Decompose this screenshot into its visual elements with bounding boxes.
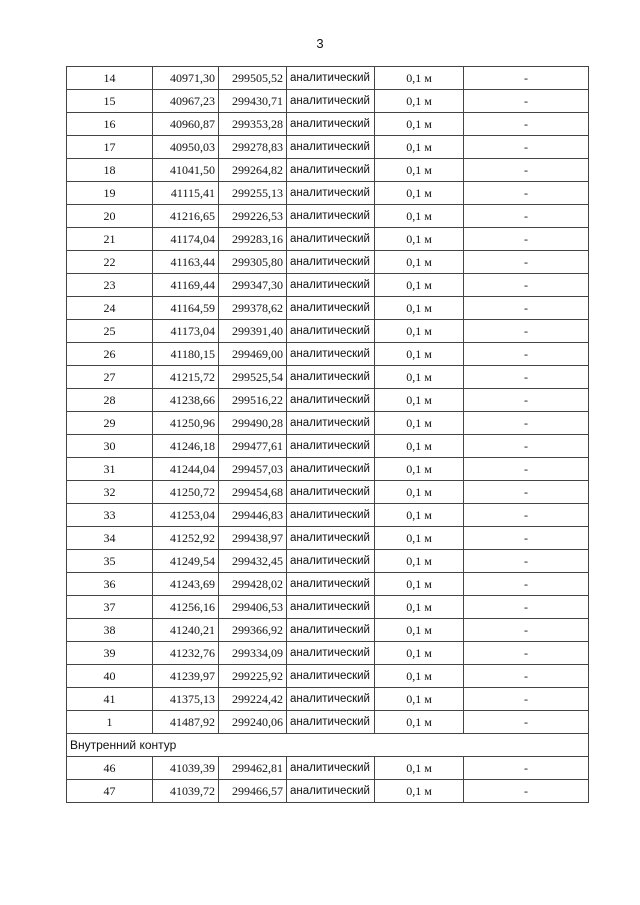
extra-value: - <box>464 550 589 573</box>
accuracy-value: 0,1 м <box>375 504 464 527</box>
coordinate-y: 299516,22 <box>219 389 287 412</box>
coordinate-x: 41163,44 <box>153 251 219 274</box>
coordinate-y: 299278,83 <box>219 136 287 159</box>
extra-value: - <box>464 504 589 527</box>
determination-method: аналитический <box>287 596 375 619</box>
accuracy-value: 0,1 м <box>375 780 464 803</box>
coordinate-x: 41180,15 <box>153 343 219 366</box>
accuracy-value: 0,1 м <box>375 228 464 251</box>
point-number: 39 <box>67 642 153 665</box>
table-row <box>67 320 589 343</box>
table-row <box>67 67 589 90</box>
point-number: 27 <box>67 366 153 389</box>
determination-method: аналитический <box>287 297 375 320</box>
coordinate-y: 299226,53 <box>219 205 287 228</box>
point-number: 14 <box>67 67 153 90</box>
point-number: 34 <box>67 527 153 550</box>
coordinate-x: 41250,96 <box>153 412 219 435</box>
table-row <box>67 550 589 573</box>
table-row <box>67 688 589 711</box>
extra-value: - <box>464 136 589 159</box>
coordinate-x: 40950,03 <box>153 136 219 159</box>
coordinate-x: 41232,76 <box>153 642 219 665</box>
point-number: 47 <box>67 780 153 803</box>
determination-method: аналитический <box>287 412 375 435</box>
point-number: 21 <box>67 228 153 251</box>
table-row <box>67 435 589 458</box>
table-row <box>67 136 589 159</box>
extra-value: - <box>464 274 589 297</box>
accuracy-value: 0,1 м <box>375 159 464 182</box>
accuracy-value: 0,1 м <box>375 757 464 780</box>
determination-method: аналитический <box>287 757 375 780</box>
coordinate-y: 299466,57 <box>219 780 287 803</box>
table-row <box>67 780 589 803</box>
point-number: 23 <box>67 274 153 297</box>
coordinate-y: 299347,30 <box>219 274 287 297</box>
table-row <box>67 343 589 366</box>
accuracy-value: 0,1 м <box>375 642 464 665</box>
accuracy-value: 0,1 м <box>375 251 464 274</box>
coordinate-x: 41240,21 <box>153 619 219 642</box>
extra-value: - <box>464 228 589 251</box>
coordinate-x: 41375,13 <box>153 688 219 711</box>
accuracy-value: 0,1 м <box>375 665 464 688</box>
coordinate-x: 41243,69 <box>153 573 219 596</box>
table-row <box>67 527 589 550</box>
determination-method: аналитический <box>287 688 375 711</box>
coordinate-x: 41115,41 <box>153 182 219 205</box>
table-row <box>67 757 589 780</box>
accuracy-value: 0,1 м <box>375 136 464 159</box>
extra-value: - <box>464 642 589 665</box>
table-row <box>67 642 589 665</box>
extra-value: - <box>464 343 589 366</box>
coordinate-x: 41249,54 <box>153 550 219 573</box>
point-number: 18 <box>67 159 153 182</box>
accuracy-value: 0,1 м <box>375 573 464 596</box>
coordinate-x: 40971,30 <box>153 67 219 90</box>
accuracy-value: 0,1 м <box>375 67 464 90</box>
coordinate-x: 41244,04 <box>153 458 219 481</box>
table-row <box>67 573 589 596</box>
coordinate-y: 299240,06 <box>219 711 287 734</box>
table-row <box>67 412 589 435</box>
accuracy-value: 0,1 м <box>375 182 464 205</box>
coordinate-x: 41487,92 <box>153 711 219 734</box>
extra-value: - <box>464 320 589 343</box>
point-number: 15 <box>67 90 153 113</box>
extra-value: - <box>464 389 589 412</box>
coordinate-x: 41169,44 <box>153 274 219 297</box>
coordinate-y: 299432,45 <box>219 550 287 573</box>
table-row <box>67 182 589 205</box>
coordinate-y: 299428,02 <box>219 573 287 596</box>
coordinate-x: 41173,04 <box>153 320 219 343</box>
outer-contour-rows <box>67 67 589 734</box>
coordinate-x: 41246,18 <box>153 435 219 458</box>
point-number: 16 <box>67 113 153 136</box>
inner-contour-rows <box>67 757 589 803</box>
coordinate-y: 299477,61 <box>219 435 287 458</box>
coordinate-y: 299305,80 <box>219 251 287 274</box>
point-number: 20 <box>67 205 153 228</box>
inner-contour-section <box>67 734 589 757</box>
determination-method: аналитический <box>287 205 375 228</box>
table-row <box>67 113 589 136</box>
determination-method: аналитический <box>287 136 375 159</box>
section-row <box>67 734 589 757</box>
coordinate-x: 41239,97 <box>153 665 219 688</box>
extra-value: - <box>464 458 589 481</box>
point-number: 30 <box>67 435 153 458</box>
coordinate-y: 299264,82 <box>219 159 287 182</box>
accuracy-value: 0,1 м <box>375 688 464 711</box>
accuracy-value: 0,1 м <box>375 297 464 320</box>
extra-value: - <box>464 366 589 389</box>
point-number: 31 <box>67 458 153 481</box>
table-row <box>67 711 589 734</box>
accuracy-value: 0,1 м <box>375 596 464 619</box>
point-number: 24 <box>67 297 153 320</box>
coordinate-y: 299366,92 <box>219 619 287 642</box>
coordinate-y: 299378,62 <box>219 297 287 320</box>
determination-method: аналитический <box>287 458 375 481</box>
coordinate-y: 299525,54 <box>219 366 287 389</box>
point-number: 37 <box>67 596 153 619</box>
coordinate-y: 299283,16 <box>219 228 287 251</box>
determination-method: аналитический <box>287 274 375 297</box>
table-row <box>67 228 589 251</box>
accuracy-value: 0,1 м <box>375 205 464 228</box>
determination-method: аналитический <box>287 251 375 274</box>
extra-value: - <box>464 182 589 205</box>
point-number: 33 <box>67 504 153 527</box>
table-row <box>67 458 589 481</box>
accuracy-value: 0,1 м <box>375 550 464 573</box>
determination-method: аналитический <box>287 320 375 343</box>
point-number: 32 <box>67 481 153 504</box>
extra-value: - <box>464 251 589 274</box>
coordinate-y: 299469,00 <box>219 343 287 366</box>
inner-contour-label: Внутренний контур <box>67 734 589 757</box>
extra-value: - <box>464 573 589 596</box>
table-row <box>67 205 589 228</box>
point-number: 26 <box>67 343 153 366</box>
point-number: 17 <box>67 136 153 159</box>
coordinate-x: 41238,66 <box>153 389 219 412</box>
extra-value: - <box>464 527 589 550</box>
determination-method: аналитический <box>287 228 375 251</box>
coordinate-y: 299334,09 <box>219 642 287 665</box>
point-number: 19 <box>67 182 153 205</box>
accuracy-value: 0,1 м <box>375 366 464 389</box>
determination-method: аналитический <box>287 159 375 182</box>
accuracy-value: 0,1 м <box>375 113 464 136</box>
accuracy-value: 0,1 м <box>375 619 464 642</box>
coordinates-table <box>66 66 589 803</box>
page-number: 3 <box>316 36 324 51</box>
accuracy-value: 0,1 м <box>375 389 464 412</box>
extra-value: - <box>464 757 589 780</box>
point-number: 38 <box>67 619 153 642</box>
coordinate-y: 299225,92 <box>219 665 287 688</box>
coordinate-x: 41216,65 <box>153 205 219 228</box>
table-row <box>67 389 589 412</box>
table-row <box>67 274 589 297</box>
extra-value: - <box>464 159 589 182</box>
table-row <box>67 596 589 619</box>
table-row <box>67 504 589 527</box>
determination-method: аналитический <box>287 504 375 527</box>
coordinate-x: 41256,16 <box>153 596 219 619</box>
point-number: 46 <box>67 757 153 780</box>
extra-value: - <box>464 619 589 642</box>
determination-method: аналитический <box>287 711 375 734</box>
coordinate-y: 299224,42 <box>219 688 287 711</box>
point-number: 41 <box>67 688 153 711</box>
coordinate-x: 41039,39 <box>153 757 219 780</box>
extra-value: - <box>464 711 589 734</box>
determination-method: аналитический <box>287 67 375 90</box>
coordinate-x: 41215,72 <box>153 366 219 389</box>
determination-method: аналитический <box>287 550 375 573</box>
determination-method: аналитический <box>287 665 375 688</box>
coordinate-y: 299462,81 <box>219 757 287 780</box>
coordinate-x: 41250,72 <box>153 481 219 504</box>
accuracy-value: 0,1 м <box>375 527 464 550</box>
accuracy-value: 0,1 м <box>375 481 464 504</box>
determination-method: аналитический <box>287 481 375 504</box>
coordinate-x: 40960,87 <box>153 113 219 136</box>
determination-method: аналитический <box>287 343 375 366</box>
coordinate-y: 299446,83 <box>219 504 287 527</box>
coordinate-x: 41164,59 <box>153 297 219 320</box>
determination-method: аналитический <box>287 90 375 113</box>
accuracy-value: 0,1 м <box>375 274 464 297</box>
coordinate-x: 41253,04 <box>153 504 219 527</box>
determination-method: аналитический <box>287 642 375 665</box>
determination-method: аналитический <box>287 527 375 550</box>
coordinate-y: 299457,03 <box>219 458 287 481</box>
table-row <box>67 90 589 113</box>
coordinate-y: 299430,71 <box>219 90 287 113</box>
table-row <box>67 619 589 642</box>
determination-method: аналитический <box>287 366 375 389</box>
accuracy-value: 0,1 м <box>375 711 464 734</box>
coordinate-y: 299406,53 <box>219 596 287 619</box>
table-row <box>67 251 589 274</box>
table-row <box>67 159 589 182</box>
point-number: 29 <box>67 412 153 435</box>
point-number: 28 <box>67 389 153 412</box>
coordinate-y: 299454,68 <box>219 481 287 504</box>
coordinate-x: 41252,92 <box>153 527 219 550</box>
extra-value: - <box>464 780 589 803</box>
accuracy-value: 0,1 м <box>375 435 464 458</box>
point-number: 36 <box>67 573 153 596</box>
determination-method: аналитический <box>287 619 375 642</box>
coordinate-y: 299438,97 <box>219 527 287 550</box>
accuracy-value: 0,1 м <box>375 90 464 113</box>
coordinate-x: 41039,72 <box>153 780 219 803</box>
point-number: 22 <box>67 251 153 274</box>
accuracy-value: 0,1 м <box>375 320 464 343</box>
extra-value: - <box>464 90 589 113</box>
point-number: 40 <box>67 665 153 688</box>
extra-value: - <box>464 113 589 136</box>
extra-value: - <box>464 412 589 435</box>
accuracy-value: 0,1 м <box>375 412 464 435</box>
extra-value: - <box>464 205 589 228</box>
accuracy-value: 0,1 м <box>375 458 464 481</box>
coordinate-y: 299353,28 <box>219 113 287 136</box>
coordinate-x: 41041,50 <box>153 159 219 182</box>
accuracy-value: 0,1 м <box>375 343 464 366</box>
table-row <box>67 665 589 688</box>
coordinate-y: 299255,13 <box>219 182 287 205</box>
determination-method: аналитический <box>287 780 375 803</box>
determination-method: аналитический <box>287 389 375 412</box>
point-number: 25 <box>67 320 153 343</box>
table-row <box>67 481 589 504</box>
extra-value: - <box>464 435 589 458</box>
determination-method: аналитический <box>287 113 375 136</box>
point-number: 1 <box>67 711 153 734</box>
point-number: 35 <box>67 550 153 573</box>
extra-value: - <box>464 596 589 619</box>
coordinate-y: 299505,52 <box>219 67 287 90</box>
coordinate-y: 299490,28 <box>219 412 287 435</box>
coordinate-x: 41174,04 <box>153 228 219 251</box>
extra-value: - <box>464 481 589 504</box>
coordinate-x: 40967,23 <box>153 90 219 113</box>
coordinate-y: 299391,40 <box>219 320 287 343</box>
extra-value: - <box>464 297 589 320</box>
table-row <box>67 297 589 320</box>
extra-value: - <box>464 688 589 711</box>
extra-value: - <box>464 665 589 688</box>
extra-value: - <box>464 67 589 90</box>
determination-method: аналитический <box>287 182 375 205</box>
table-row <box>67 366 589 389</box>
determination-method: аналитический <box>287 573 375 596</box>
determination-method: аналитический <box>287 435 375 458</box>
